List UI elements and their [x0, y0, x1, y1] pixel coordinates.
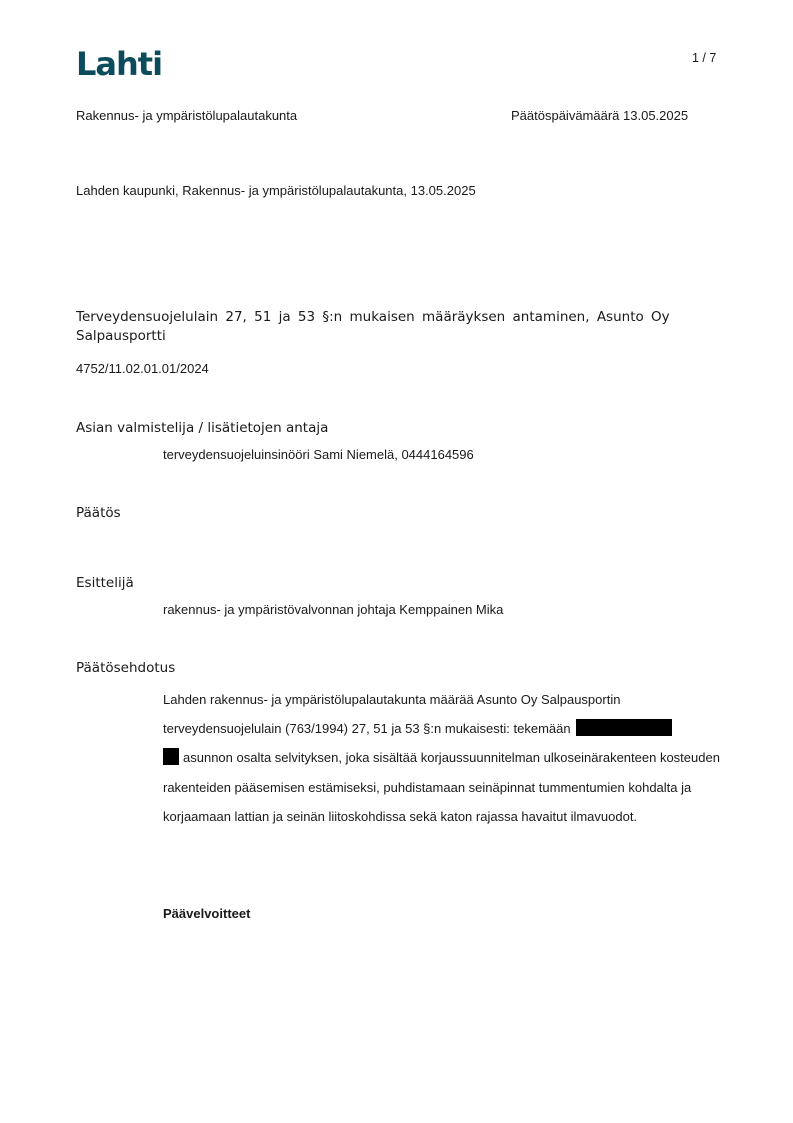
redaction-box — [163, 748, 179, 765]
presenter-value: rakennus- ja ympäristövalvonnan johtaja Kemppainen Mika — [163, 602, 504, 617]
proposal-text — [163, 685, 723, 831]
meeting-line: Lahden kaupunki, Rakennus- ja ympäristölupalautakunta, 13.05.2025 — [76, 183, 476, 198]
case-number: 4752/11.02.01.01/2024 — [76, 361, 209, 376]
preparer-value: terveydensuojeluinsinööri Sami Niemelä, 0444164596 — [163, 447, 474, 462]
decision-heading: Päätös — [76, 505, 121, 521]
proposal-heading: Päätösehdotus — [76, 660, 176, 676]
main-obligations-heading: Päävelvoitteet — [163, 906, 251, 921]
preparer-heading: Asian valmistelija / lisätietojen antaja — [76, 420, 329, 436]
presenter-heading: Esittelijä — [76, 575, 134, 591]
proposal-text-part-1: Lahden rakennus- ja ympäristölupalautakunta määrää Asunto Oy Salpausportin terveydensuojelulain (763/1994) 27, 51 ja 53 §:n mukaisesti: tekemään — [163, 692, 621, 737]
lahti-logo: Lahti — [76, 45, 163, 83]
decision-date: Päätöspäivämäärä 13.05.2025 — [511, 108, 689, 123]
proposal-text-part-2: asunnon osalta selvityksen, joka sisältää korjaussuunnitelman ulkoseinärakenteen kosteuden rakenteiden pääsemisen estämiseksi, puhdistamaan seinäpinnat tummentumien kohdalta ja korjaamaan lattian ja seinän liitoskohdissa sekä katon rajassa havaitut ilmavuodot. — [163, 750, 720, 824]
page-number: 1 / 7 — [692, 51, 717, 65]
document-title: Terveydensuojelulain 27, 51 ja 53 §:n mukaisen määräyksen antaminen, Asunto Oy Salpausportti — [76, 309, 670, 344]
redaction-box — [576, 719, 672, 736]
committee-name: Rakennus- ja ympäristölupalautakunta — [76, 108, 298, 123]
